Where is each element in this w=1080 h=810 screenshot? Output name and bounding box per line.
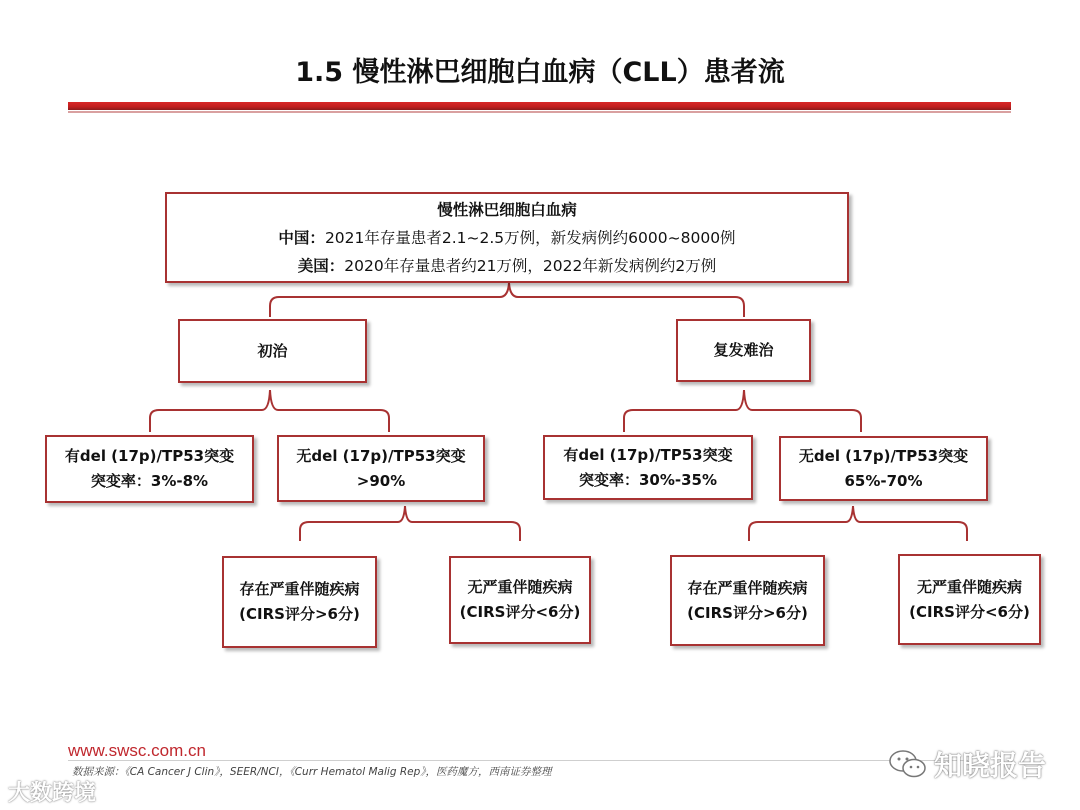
- relapsed-refractory-box: [676, 319, 811, 382]
- right-del17p-box: [543, 435, 753, 500]
- left-nodel17p-title: 无del (17p)/TP53突变: [296, 446, 466, 465]
- footer-source: 数据来源：《CA Cancer J Clin》，SEER/NCI，《Curr Hematol Malig Rep》，医药魔方，西南证券整理: [72, 766, 552, 778]
- us-text: 2020年存量患者约21万例，2022年新发病例约2万例: [344, 256, 717, 275]
- connector-top-brace: [270, 283, 744, 317]
- watermark-right: [888, 744, 1046, 784]
- watermark-left: 大数跨境: [8, 781, 97, 806]
- right-mild-title: 无严重伴随疾病: [916, 577, 1022, 596]
- connector-left-nodel-brace: [300, 506, 520, 541]
- left-mild-comorbidity-box: [449, 556, 591, 644]
- right-nodel17p-title: 无del (17p)/TP53突变: [798, 446, 969, 465]
- us-stats: [298, 252, 717, 280]
- right-severe-comorbidity-box: [670, 555, 825, 646]
- left-del17p-rate: 突变率：3%-8%: [90, 472, 209, 490]
- left-severe-comorbidity-box: [222, 556, 377, 648]
- left-del17p-box: [45, 435, 254, 503]
- cll-summary-box: [165, 192, 849, 283]
- right-severe-title: 存在严重伴随疾病: [687, 578, 808, 597]
- right-mild-comorbidity-box: [898, 554, 1041, 645]
- initial-treatment-box: [178, 319, 367, 383]
- right-nodel17p-rate: 65%-70%: [844, 471, 923, 490]
- page-title: 1.5 慢性淋巴细胞白血病（CLL）患者流: [295, 57, 785, 88]
- left-del17p-title: 有del (17p)/TP53突变: [64, 447, 235, 465]
- right-del17p-rate: 突变率：30%-35%: [578, 470, 718, 489]
- china-label: 中国：: [278, 228, 325, 247]
- connector-relapse-brace: [624, 390, 861, 432]
- left-severe-title: 存在严重伴随疾病: [239, 580, 360, 598]
- china-stats: [278, 224, 735, 252]
- left-nodel17p-rate: >90%: [356, 471, 406, 490]
- right-severe-cirs: (CIRS评分>6分): [687, 603, 808, 622]
- left-nodel17p-box: [277, 435, 485, 502]
- wechat-icon: [888, 748, 928, 780]
- connector-right-nodel-brace: [749, 506, 967, 541]
- footer-url[interactable]: www.swsc.com.cn: [68, 741, 206, 760]
- right-del17p-title: 有del (17p)/TP53突变: [563, 445, 733, 464]
- initial-treatment-label: 初治: [257, 341, 288, 360]
- left-mild-title: 无严重伴随疾病: [467, 578, 573, 596]
- right-nodel17p-box: [779, 436, 988, 501]
- left-mild-cirs: (CIRS评分<6分): [459, 603, 581, 621]
- right-mild-cirs: (CIRS评分<6分): [909, 602, 1030, 621]
- footer-divider: [68, 760, 968, 761]
- left-severe-cirs: (CIRS评分>6分): [239, 605, 360, 623]
- cll-heading: 慢性淋巴细胞白血病: [437, 200, 577, 219]
- us-label: 美国：: [297, 256, 345, 275]
- china-text: 2021年存量患者2.1~2.5万例，新发病例约6000~8000例: [324, 228, 736, 247]
- watermark-right-text: 知晓报告: [934, 749, 1047, 782]
- relapsed-refractory-label: 复发难治: [713, 341, 774, 359]
- connector-initial-brace: [150, 390, 389, 432]
